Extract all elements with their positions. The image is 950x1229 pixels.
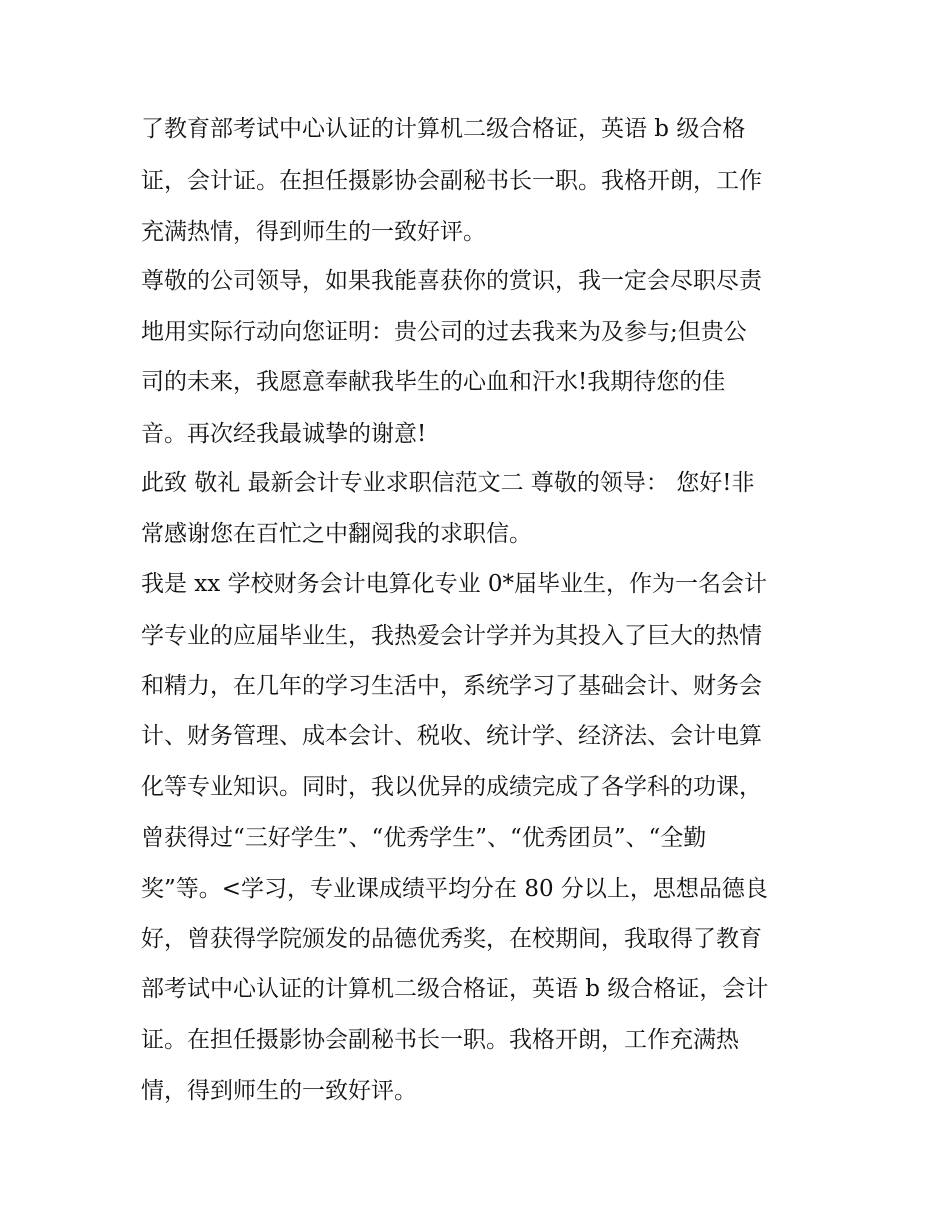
text-line: 地用实际行动向您证明：贵公司的过去我来为及参与;但贵公 [141,319,747,345]
text-line: 此致 敬礼 最新会计专业求职信范文二 尊敬的领导： 您好!非 [141,470,755,496]
text-line: 部考试中心认证的计算机二级合格证，英语 b 级合格证，会计 [141,976,769,1002]
text-line: 学专业的应届毕业生，我热爱会计学并为其投入了巨大的热情 [141,623,762,649]
text-line: 化等专业知识。同时，我以优异的成绩完成了各学科的功课， [141,774,762,800]
text-line: 常感谢您在百忙之中翻阅我的求职信。 [141,521,532,547]
text-line: 情，得到师生的一致好评。 [141,1078,417,1104]
text-line: 我是 xx 学校财务会计电算化专业 0*届毕业生，作为一名会计 [141,571,768,597]
text-line: 计、财务管理、成本会计、税收、统计学、经济法、会计电算 [141,723,762,749]
text-line: 证，会计证。在担任摄影协会副秘书长一职。我格开朗，工作 [141,168,762,194]
text-line: 充满热情，得到师生的一致好评。 [141,219,486,245]
text-line: 曾获得过“三好学生”、“优秀学生”、“优秀团员”、“全勤 [141,825,707,851]
text-line: 司的未来，我愿意奉献我毕生的心血和汗水!我期待您的佳 [141,369,726,395]
text-line: 了教育部考试中心认证的计算机二级合格证，英语 b 级合格 [141,116,746,142]
text-line: 音。再次经我最诚挚的谢意! [141,421,427,447]
text-line: 和精力，在几年的学习生活中，系统学习了基础会计、财务会 [141,673,762,699]
text-line: 尊敬的公司领导，如果我能喜获你的赏识，我一定会尽职尽责 [141,268,762,294]
text-line: 证。在担任摄影协会副秘书长一职。我格开朗，工作充满热 [141,1027,739,1053]
text-line: 奖”等。<学习，专业课成绩平均分在 80 分以上，思想品德良 [141,876,768,902]
text-line: 好，曾获得学院颁发的品德优秀奖，在校期间，我取得了教育 [141,926,762,952]
